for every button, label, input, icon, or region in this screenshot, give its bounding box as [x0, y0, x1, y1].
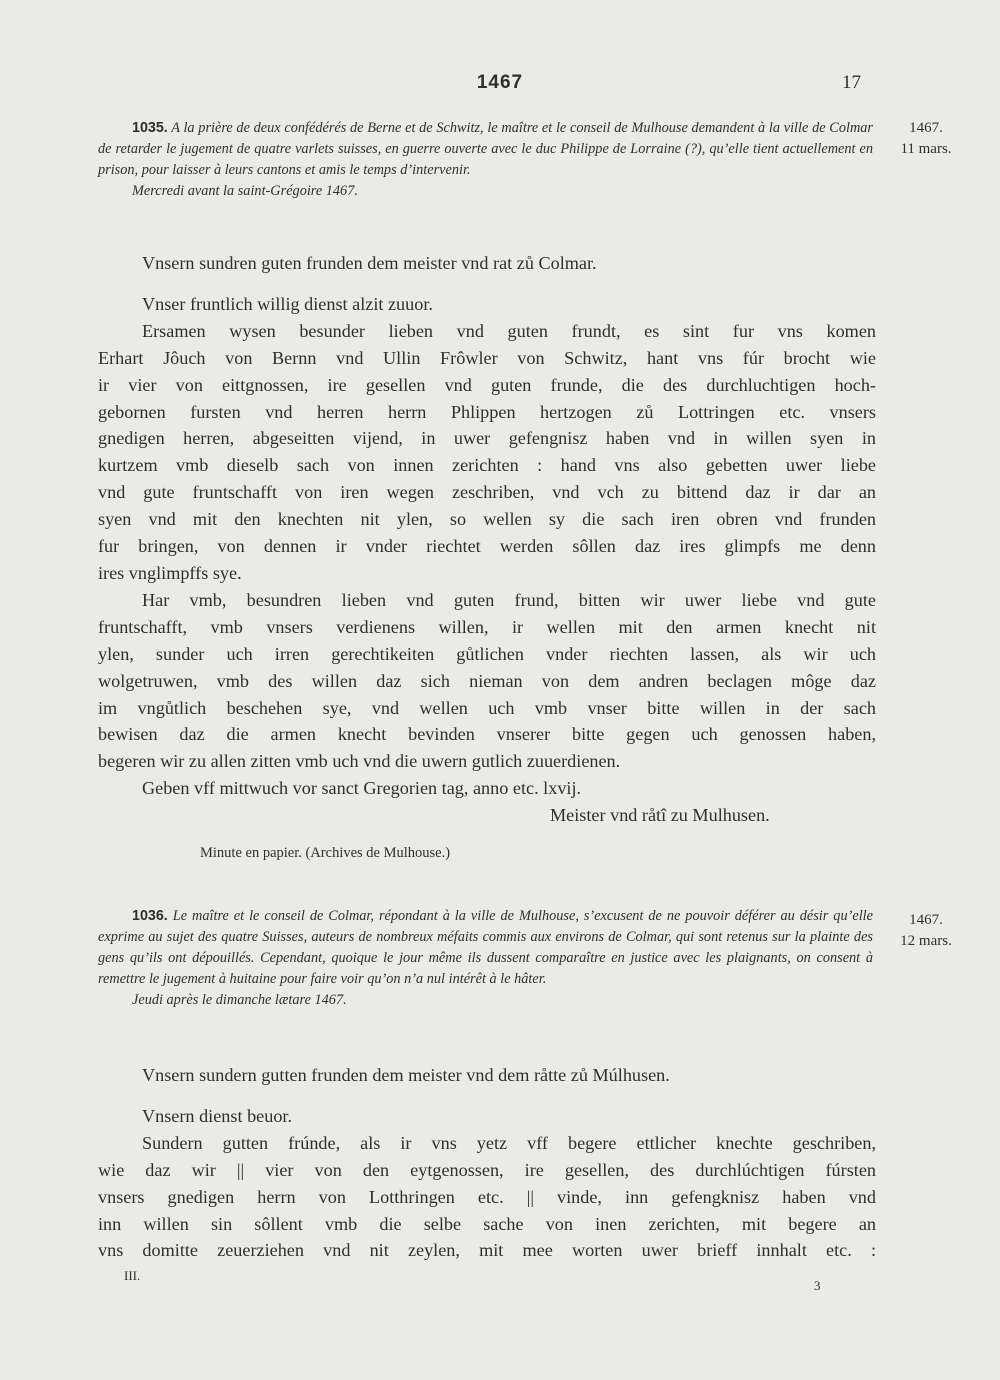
letter-line: inn willen sin sôllent vmb die selbe sache von inen zerichten, mit begere an — [98, 1213, 876, 1234]
letter-line: Sundern gutten frúnde, als ir vns yetz vff begere ettlicher knechte geschriben, — [142, 1132, 876, 1153]
letter-line: gebornen fursten vnd herren herrn Phlippen hertzogen zů Lottringen etc. vnsers — [98, 401, 876, 422]
letter-line: wie daz wir || vier von den eytgenossen, ire gesellen, des durchlúchtigen fúrsten — [98, 1159, 876, 1180]
entry-number: 1036. — [132, 908, 168, 924]
letter-line: vns domitte zeuerziehen vnd nit zeylen, mit mee worten uwer brieff innhalt etc. : — [98, 1240, 876, 1261]
letter-line: im vngůtlich beschehen sye, vnd wellen uch vmb vnser bitte willen in der sach — [98, 697, 876, 718]
letter-line: syen vnd mit den knechten nit ylen, so wellen sy die sach iren obren vnd frunden — [98, 509, 876, 530]
letter-line: fruntschafft, vmb vnsers verdienens willen, ir wellen mit den armen knecht nit — [98, 616, 876, 637]
letter-greeting: Vnser fruntlich willig dienst alzit zuuor. — [142, 293, 433, 314]
letter-address: Vnsern sundern gutten frunden dem meister vnd dem råtte zů Múlhusen. — [142, 1065, 670, 1085]
entry-number: 1035. — [132, 120, 168, 136]
letter-greeting: Vnsern dienst beuor. — [142, 1105, 293, 1126]
page-number: 17 — [842, 72, 861, 93]
letter-line: vnsers gnedigen herrn von Lotthringen etc. || vinde, inn gefengknisz haben vnd — [98, 1186, 876, 1207]
letter-line: ylen, sunder uch irren gerechtikeiten gůtlichen vnder riechten lassen, als wir uch — [98, 643, 876, 664]
running-head-year: 1467 — [476, 72, 524, 93]
entry-1035-letter — [98, 250, 876, 829]
letter-line: ir vier von eittgnossen, ire gesellen vnd guten frunde, die des durchluchtigen hoch- — [98, 374, 876, 395]
letter-line: fur bringen, von dennen ir vnder riechtet werden sôllen daz ires glimpfs me denn — [98, 536, 876, 557]
summary-text: A la prière de deux confédérés de Berne et de Schwitz, le maître et le conseil de Mulhouse demandent à la ville de Colmar de retarder le jugement de quatre varlets suisses, en guerre ouverte avec le duc Philippe de Lorraine (?), qu’elle tient actuellement en prison, pour laisser à leurs cantons et amis le temps d’intervenir. — [98, 120, 873, 178]
gathering-mark: 3 — [814, 1278, 821, 1293]
letter-line: gnedigen herren, abgeseitten vijend, in uwer gefengnisz haben vnd in willen syen in — [98, 428, 876, 449]
margin-day: 11 mars. — [900, 141, 952, 157]
letter-signature: Meister vnd råtî zu Mulhusen. — [550, 805, 770, 826]
letter-line: Har vmb, besundren lieben vnd guten frund, bitten wir uwer liebe vnd gute — [142, 589, 876, 610]
letter-line: Erhart Jôuch von Bernn vnd Ullin Frôwler von Schwitz, hant vns fúr brocht wie — [98, 347, 876, 368]
margin-year: 1467. — [909, 912, 943, 928]
letter-dating: Geben vff mittwuch vor sanct Gregorien tag, anno etc. lxvij. — [142, 778, 582, 799]
letter-line: begeren wir zu allen zitten vmb uch vnd die uwern gutlich zuuerdienen. — [98, 751, 621, 772]
sheet-signature-mark: III. — [124, 1268, 141, 1283]
letter-line: Ersamen wysen besunder lieben vnd guten frundt, es sint fur vns komen — [142, 320, 876, 341]
entry-1036-letter — [98, 1062, 876, 1264]
entry-1036-margin-date — [890, 910, 962, 952]
date-line: Mercredi avant la saint-Grégoire 1467. — [132, 183, 358, 199]
margin-year: 1467. — [909, 120, 943, 136]
entry-1036-summary — [98, 906, 873, 1011]
margin-day: 12 mars. — [900, 933, 952, 949]
entry-1035-summary — [98, 118, 873, 202]
letter-line: ires vnglimpffs sye. — [98, 562, 242, 583]
entry-1035-margin-date — [890, 118, 962, 160]
letter-address: Vnsern sundren guten frunden dem meister vnd rat zů Colmar. — [142, 253, 597, 273]
date-line: Jeudi après le dimanche lætare 1467. — [132, 992, 347, 1008]
letter-line: vnd gute fruntschafft von iren wegen zeschriben, vnd vch zu bittend daz ir dar an — [98, 482, 876, 503]
letter-line: wolgetruwen, vmb des willen daz sich nieman von dem andren beclagen môge daz — [98, 670, 876, 691]
letter-line: bewisen daz die armen knecht bevinden vnserer bitte gegen uch genossen haben, — [98, 724, 876, 745]
summary-text: Le maître et le conseil de Colmar, répondant à la ville de Mulhouse, s’excusent de ne pouvoir déférer au désir qu’elle exprime au sujet des quatre Suisses, auteurs de nombreux méfaits commis aux environs de Colmar, qui sont retenus sur la plainte des gens qu’ils ont dépouillés. Cependant, quoique le jour même ils dussent comparaître en justice avec les plaignants, on consent à remettre le jugement à huitaine pour faire voir qu’on n’a nul intérêt à le hâter. — [98, 908, 873, 987]
letter-line: kurtzem vmb dieselb sach von innen zerichten : hand vns also gebetten uwer liebe — [98, 455, 876, 476]
source-note: Minute en papier. (Archives de Mulhouse.) — [200, 845, 451, 861]
